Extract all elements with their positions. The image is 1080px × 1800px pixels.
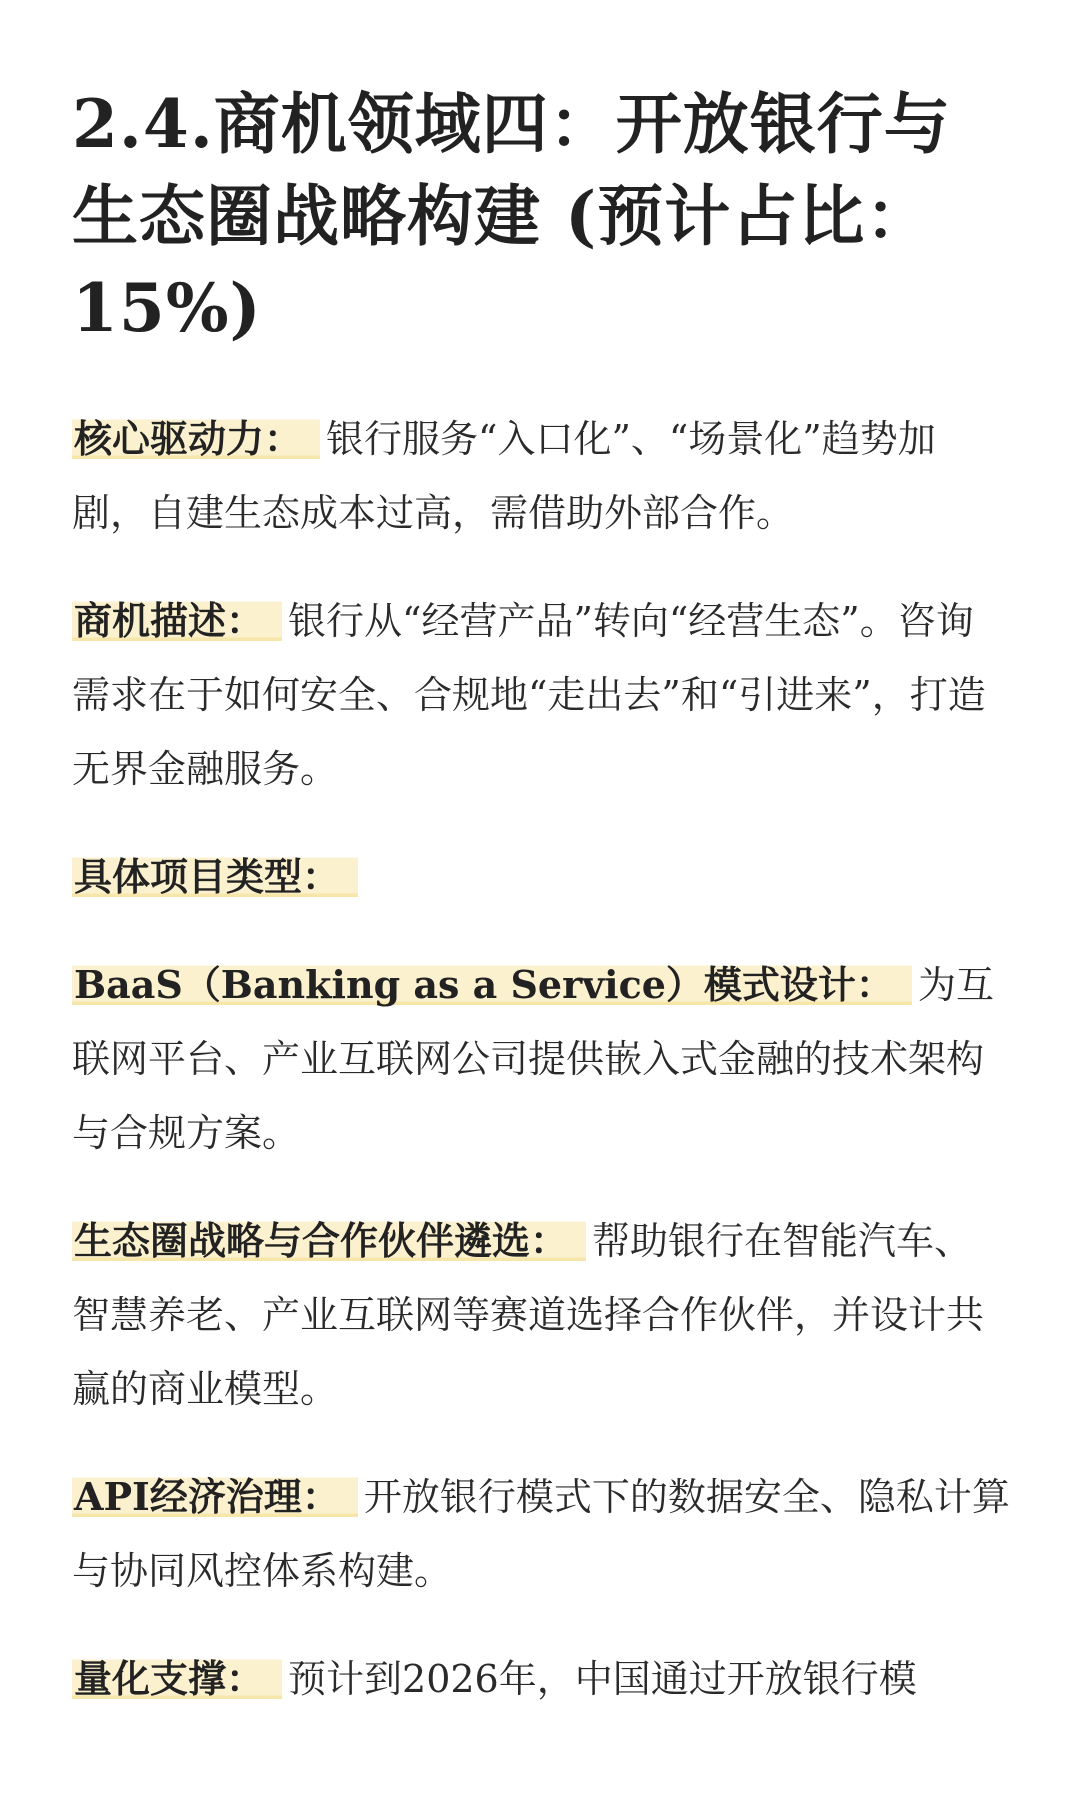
paragraph-api-governance (72, 1460, 1010, 1608)
paragraph-text-baas: 为互联网平台、产业互联网公司提供嵌入式金融的技术架构与合规方案。 (72, 963, 994, 1155)
highlight-label-ecosystem-strategy: 生态圈战略与合作伙伴遴选： (72, 1218, 586, 1263)
section-title: 2.4.商机领域四：开放银行与生态圈战略构建 (预计占比：15%) (72, 85, 951, 347)
paragraph-text-quantitative-support: 预计到2026年，中国通过开放银行模 (288, 1657, 917, 1701)
paragraph-quantitative-support (72, 1642, 1010, 1716)
highlight-label-quantitative-support: 量化支撑： (72, 1656, 282, 1701)
paragraph-baas (72, 948, 1010, 1170)
highlight-label-baas: BaaS（Banking as a Service）模式设计： (72, 962, 912, 1007)
paragraph-text-opportunity-description: 银行从“经营产品”转向“经营生态”。咨询需求在于如何安全、合规地“走出去”和“引进来”，打造无界金融服务。 (72, 599, 986, 791)
paragraph-opportunity-description (72, 584, 1010, 806)
paragraph-core-driver (72, 402, 1010, 550)
highlight-label-project-types: 具体项目类型： (72, 854, 358, 899)
highlight-label-core-driver: 核心驱动力： (72, 416, 320, 461)
paragraph-ecosystem-strategy (72, 1204, 1010, 1426)
highlight-label-api-governance: API经济治理： (72, 1474, 358, 1519)
paragraph-text-core-driver: 银行服务“入口化”、“场景化”趋势加剧，自建生态成本过高，需借助外部合作。 (72, 417, 936, 535)
paragraph-text-api-governance: 开放银行模式下的数据安全、隐私计算与协同风控体系构建。 (72, 1475, 1010, 1593)
paragraph-project-types (72, 840, 1010, 914)
paragraph-text-ecosystem-strategy: 帮助银行在智能汽车、智慧养老、产业互联网等赛道选择合作伙伴，并设计共赢的商业模型。 (72, 1219, 985, 1411)
highlight-label-opportunity-description: 商机描述： (72, 598, 282, 643)
